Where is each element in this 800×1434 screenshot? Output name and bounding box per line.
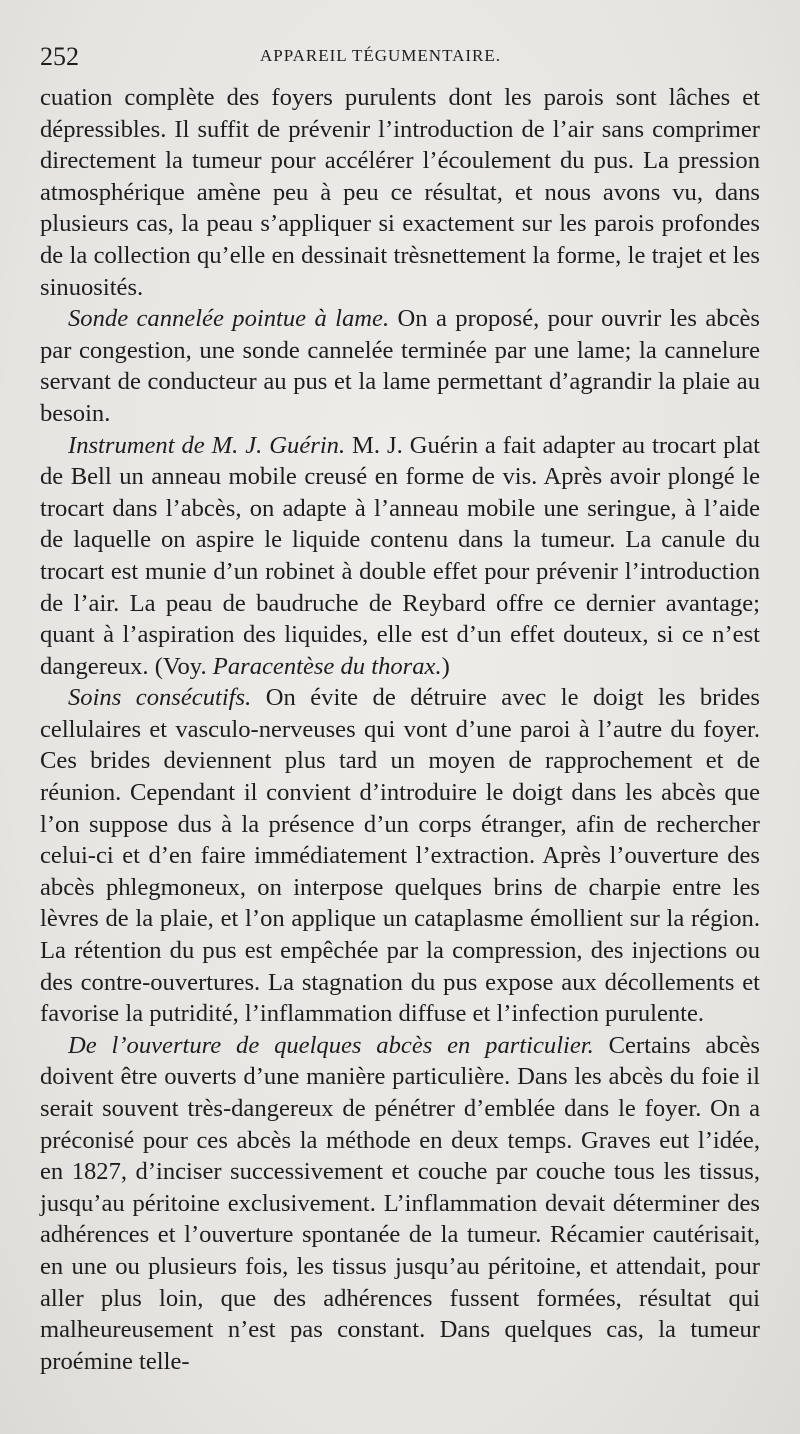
- paragraph-5: [40, 1030, 760, 1378]
- page-number: 252: [40, 42, 79, 71]
- paragraph-4-title: Soins consécutifs.: [68, 684, 252, 712]
- paragraph-3-end: ): [441, 652, 450, 680]
- paragraph-1: [40, 82, 760, 303]
- page-header: [40, 32, 760, 82]
- paragraph-2: [40, 303, 760, 429]
- paragraph-2-text: On a proposé, pour ouvrir les abcès par congestion, une sonde cannelée terminée par une lame; la cannelure servant de conducteur au pus et la lame permettant d’agrandir la plaie au besoin.: [40, 305, 760, 427]
- paragraph-5-title: De l’ouverture de quelques abcès en particulier.: [68, 1031, 594, 1059]
- paragraph-4: [40, 682, 760, 1030]
- paragraph-5-text: Certains abcès doivent être ouverts d’une manière particulière. Dans les abcès du foie il serait souvent très-dangereux de pénétrer d’emblée dans le foyer. On a préconisé pour ces abcès la méthode en deux temps. Graves eut l’idée, en 1827, d’inciser successivement et couche par couche tous les tissus, jusqu’au péritoine exclusivement. L’inflammation devait déterminer des adhérences et l’ouverture spontanée de la tumeur. Récamier cautérisait, en une ou plusieurs fois, les tissus jusqu’au péritoine, et attendait, pour aller plus loin, que des adhérences fussent formées, résultat qui malheureusement n’est pas constant. Dans quelques cas, la tumeur proémine telle-: [40, 1031, 760, 1375]
- paragraph-2-title: Sonde cannelée pointue à lame.: [68, 305, 390, 333]
- paragraph-3: [40, 430, 760, 683]
- paragraph-3-title: Instrument de M. J. Guérin.: [68, 431, 346, 459]
- body-text: [40, 82, 760, 1377]
- paragraph-1-text: cuation complète des foyers purulents dont les parois sont lâches et dépressibles. Il suffit de prévenir l’introduction de l’air sans comprimer directement la tumeur pour accélérer l’écoulement du pus. La pression atmosphérique amène peu à peu ce résultat, et nous avons vu, dans plusieurs cas, la peau s’appliquer si exactement sur les parois profondes de la collection qu’elle en dessinait trèsnettement la forme, le trajet et les sinuosités.: [40, 84, 760, 301]
- paragraph-3-reference: Paracentèse du thorax.: [212, 652, 442, 680]
- paragraph-3-text: M. J. Guérin a fait adapter au trocart plat de Bell un anneau mobile creusé en forme de vis. Après avoir plongé le trocart dans l’abcès, on adapte à l’anneau mobile une seringue, à l’aide de laquelle on aspire le liquide contenu dans la tumeur. La canule du trocart est munie d’un robinet à double effet pour prévenir l’introduction de l’air. La peau de baudruche de Reybard offre ce dernier avantage; quant à l’aspiration des liquides, elle est d’un effet douteux, si ce n’est dangereux. (Voy.: [40, 431, 760, 680]
- paragraph-4-text: On évite de détruire avec le doigt les brides cellulaires et vasculo-nerveuses qui vont d’une paroi à l’autre du foyer. Ces brides deviennent plus tard un moyen de rapprochement et de réunion. Cependant il convient d’introduire le doigt dans les abcès que l’on suppose dus à la présence d’un corps étranger, afin de rechercher celui-ci et d’en faire immédiatement l’extraction. Après l’ouverture des abcès phlegmoneux, on interpose quelques brins de charpie entre les lèvres de la plaie, et l’on applique un cataplasme émollient sur la région. La rétention du pus est empêchée par la compression, des injections ou des contre-ouvertures. La stagnation du pus expose aux décollements et favorise la putridité, l’inflammation diffuse et l’infection purulente.: [40, 684, 760, 1028]
- running-title: APPAREIL TÉGUMENTAIRE.: [260, 46, 502, 65]
